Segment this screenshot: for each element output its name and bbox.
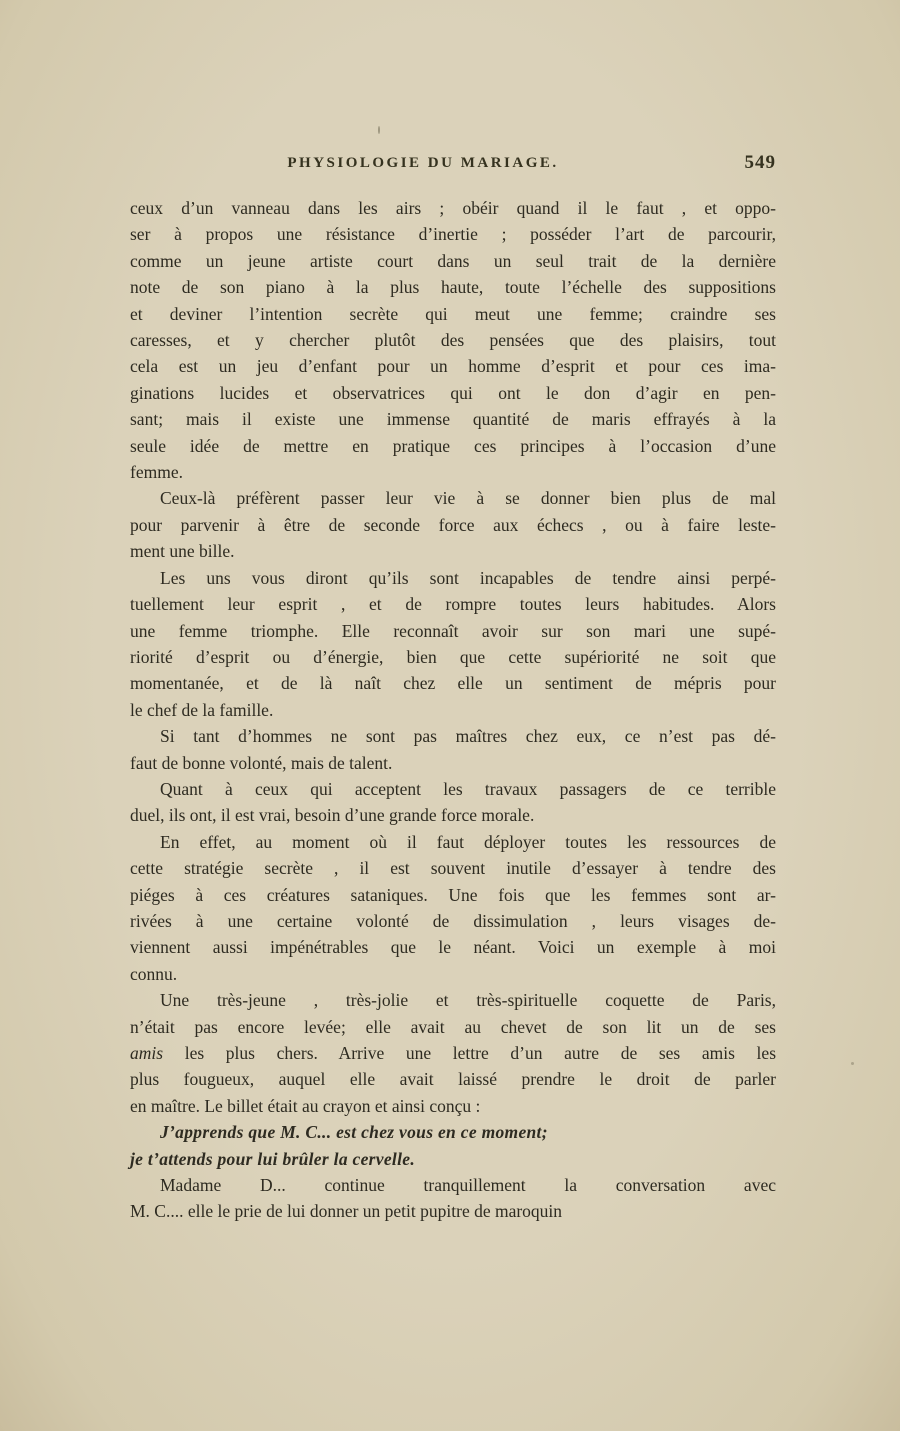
text-line: tuellement leur esprit , et de rompre toutes leurs habitudes. Alors (130, 594, 776, 615)
book-page (130, 152, 776, 1225)
text-line: Ceux-là préfèrent passer leur vie à se donner bien plus de mal (160, 488, 776, 509)
text-line: M. C.... elle le prie de lui donner un petit pupitre de maroquin (130, 1201, 563, 1222)
text-line: comme un jeune artiste court dans un seul trait de la dernière (130, 250, 776, 271)
text-line: piéges à ces créatures sataniques. Une fois que les femmes sont ar- (130, 884, 776, 905)
text-line: duel, ils ont, il est vrai, besoin d’une grande force morale. (130, 805, 535, 826)
running-header (130, 152, 776, 183)
text-line: femme. (130, 462, 183, 483)
text-line: et deviner l’intention secrète qui meut une femme; craindre ses (130, 303, 776, 324)
text-line: cette stratégie secrète , il est souvent inutile d’essayer à tendre des (130, 858, 776, 879)
page-title: PHYSIOLOGIE DU MARIAGE. (287, 155, 559, 171)
paragraph (130, 829, 776, 987)
paragraph (130, 485, 776, 564)
scan-speck (378, 126, 380, 134)
text-line: ceux d’un vanneau dans les airs ; obéir quand il le faut , et oppo- (130, 198, 776, 218)
text-line: une femme triomphe. Elle reconnaît avoir sur son mari une supé- (130, 620, 776, 641)
text-line: en maître. Le billet était au crayon et ainsi conçu : (130, 1095, 481, 1116)
text-line: pour parvenir à être de seconde force aux échecs , ou à faire leste- (130, 514, 776, 535)
text-line: ginations lucides et observatrices qui ont le don d’agir en pen- (130, 382, 776, 403)
paragraph (130, 723, 776, 776)
text-line: Madame D... continue tranquillement la conversation avec (160, 1175, 776, 1196)
text-line: ser à propos une résistance d’inertie ; posséder l’art de parcourir, (130, 224, 776, 245)
paragraph (130, 195, 776, 485)
text-line: je t’attends pour lui brûler la cervelle. (130, 1148, 415, 1169)
paragraph (130, 776, 776, 829)
page-body (130, 195, 776, 1225)
italic-word: amis (130, 1043, 164, 1063)
text-line: faut de bonne volonté, mais de talent. (130, 752, 393, 773)
page-number: 549 (744, 152, 776, 173)
text-line: note de son piano à la plus haute, toute l’échelle des suppositions (130, 277, 776, 298)
text-line: momentanée, et de là naît chez elle un sentiment de mépris pour (130, 673, 776, 694)
text-line: rivées à une certaine volonté de dissimulation , leurs visages de- (130, 910, 776, 931)
text-line: Si tant d’hommes ne sont pas maîtres chez eux, ce n’est pas dé- (160, 726, 776, 747)
text-segment: les plus chers. Arrive une lettre d’un autre de ses amis les (163, 1043, 776, 1063)
text-line (130, 1040, 776, 1066)
text-line: connu. (130, 963, 178, 984)
text-line: Une très-jeune , très-jolie et très-spirituelle coquette de Paris, (160, 990, 776, 1011)
text-line: caresses, et y chercher plutôt des pensées que des plaisirs, tout (130, 330, 776, 351)
text-line: ment une bille. (130, 541, 235, 562)
text-line: sant; mais il existe une immense quantité de maris effrayés à la (130, 409, 776, 430)
text-line: Quant à ceux qui acceptent les travaux passagers de ce terrible (160, 778, 776, 799)
text-line: le chef de la famille. (130, 699, 274, 720)
paragraph (130, 987, 776, 1119)
text-line: viennent aussi impénétrables que le néant. Voici un exemple à moi (130, 937, 776, 958)
text-line: cela est un jeu d’enfant pour un homme d’esprit et pour ces ima- (130, 356, 776, 377)
letter-paragraph (130, 1119, 776, 1172)
text-line: riorité d’esprit ou d’énergie, bien que cette supériorité ne soit que (130, 646, 776, 667)
text-line: En effet, au moment où il faut déployer toutes les ressources de (160, 831, 776, 852)
text-line: seule idée de mettre en pratique ces principes à l’occasion d’une (130, 435, 776, 456)
text-line: J’apprends que M. C... est chez vous en ce moment; (160, 1122, 548, 1143)
scan-speck (851, 1062, 854, 1065)
text-line: n’était pas encore levée; elle avait au chevet de son lit un de ses (130, 1016, 776, 1037)
text-line: plus fougueux, auquel elle avait laissé prendre le droit de parler (130, 1069, 776, 1090)
paragraph (130, 565, 776, 723)
paragraph (130, 1172, 776, 1225)
text-line: Les uns vous diront qu’ils sont incapables de tendre ainsi perpé- (160, 567, 776, 588)
